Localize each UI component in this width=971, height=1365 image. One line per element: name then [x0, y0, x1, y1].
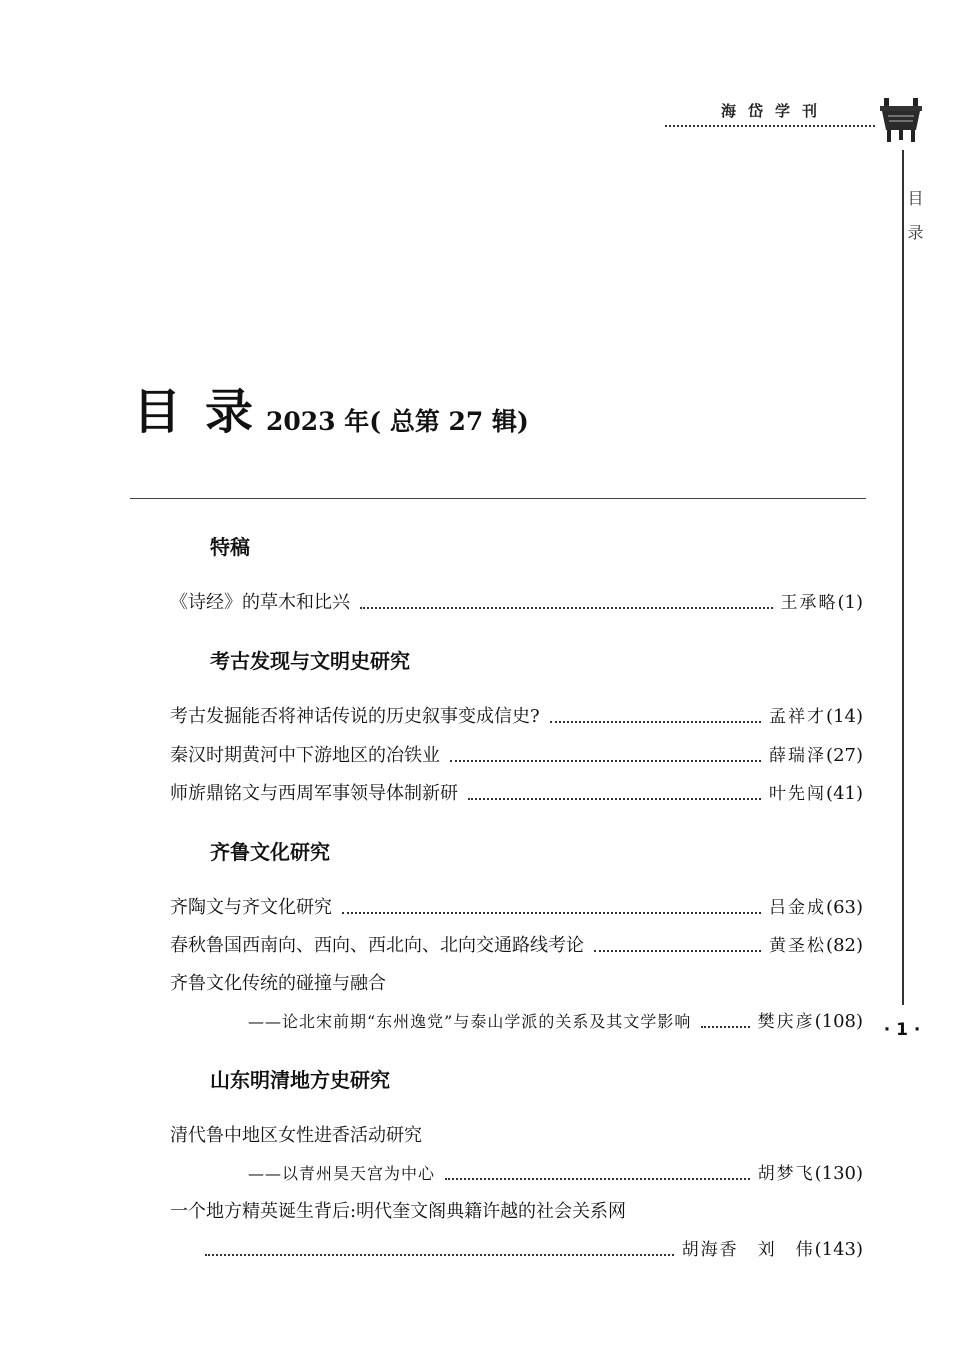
entry-author: 薛瑞泽	[769, 746, 827, 766]
entry-title[interactable]: 一个地方精英诞生背后:明代奎文阁典籍许越的社会关系网	[170, 1201, 627, 1222]
entry-title: 师旂鼎铭文与西周军事领导体制新研	[170, 783, 458, 804]
dot-leader	[550, 721, 761, 723]
entry-title[interactable]: 齐鲁文化传统的碰撞与融合	[170, 973, 386, 994]
journal-title: 海岱学刊	[720, 102, 829, 120]
side-section-label: 目录	[905, 190, 924, 258]
section-heading: 考古发现与文明史研究	[210, 649, 410, 673]
entry-page: (82)	[826, 935, 863, 956]
dot-leader	[205, 1254, 674, 1256]
entry-author: 胡海香 刘 伟	[681, 1240, 815, 1260]
section-heading: 特稿	[210, 535, 250, 559]
section-heading: 山东明清地方史研究	[210, 1068, 390, 1092]
entry-title: 齐陶文与齐文化研究	[170, 897, 332, 918]
title-divider	[130, 498, 866, 499]
toc-entry[interactable]	[170, 934, 863, 958]
toc-entry[interactable]	[170, 782, 863, 806]
entry-author: 吕金成	[769, 898, 827, 918]
dot-leader	[701, 1026, 749, 1028]
toc-title: 目录	[133, 384, 278, 440]
entry-title: 《诗经》的草木和比兴	[170, 592, 350, 613]
bronze-vessel-icon	[876, 96, 926, 144]
entry-page: (108)	[814, 1011, 863, 1032]
issue-year-label: 2023 年( 总第 27 辑)	[266, 407, 529, 436]
entry-author: 孟祥才	[769, 707, 827, 727]
entry-title[interactable]: 清代鲁中地区女性进香活动研究	[170, 1125, 422, 1146]
entry-author: 王承略	[780, 593, 838, 613]
entry-subtitle: ——论北宋前期“东州逸党”与泰山学派的关系及其文学影响	[248, 1012, 692, 1031]
toc-entry-author-line[interactable]	[205, 1238, 863, 1262]
entry-page: (130)	[814, 1163, 863, 1184]
side-divider	[902, 150, 904, 1005]
dot-leader	[468, 798, 761, 800]
entry-author: 黄圣松	[769, 936, 827, 956]
entry-page: (14)	[826, 706, 863, 727]
entry-page: (1)	[837, 592, 863, 613]
entry-author: 胡梦飞	[757, 1164, 815, 1184]
toc-entry[interactable]	[170, 744, 863, 768]
dot-leader	[450, 760, 761, 762]
entry-title: 秦汉时期黄河中下游地区的冶铁业	[170, 745, 440, 766]
dot-leader	[594, 950, 761, 952]
entry-page: (143)	[814, 1239, 863, 1260]
toc-entry-subtitle-line[interactable]	[248, 1162, 863, 1186]
entry-author: 叶先闯	[769, 784, 827, 804]
entry-title: 考古发掘能否将神话传说的历史叙事变成信史?	[170, 706, 540, 727]
entry-page: (63)	[826, 897, 863, 918]
toc-entry-subtitle-line[interactable]	[248, 1010, 863, 1034]
toc-entry[interactable]	[170, 591, 863, 615]
toc-entry[interactable]	[170, 705, 863, 729]
toc-entry[interactable]	[170, 896, 863, 920]
dot-leader	[445, 1178, 750, 1180]
entry-title: 春秋鲁国西南向、西向、西北向、北向交通路线考论	[170, 935, 584, 956]
header-divider	[665, 125, 875, 127]
entry-page: (27)	[826, 745, 863, 766]
entry-author: 樊庆彦	[757, 1012, 815, 1032]
entry-subtitle: ——以青州昊天宫为中心	[248, 1164, 436, 1183]
dot-leader	[342, 912, 761, 914]
dot-leader	[360, 607, 773, 609]
page-number: · 1 ·	[883, 1020, 921, 1040]
section-heading: 齐鲁文化研究	[210, 840, 330, 864]
entry-page: (41)	[826, 783, 863, 804]
